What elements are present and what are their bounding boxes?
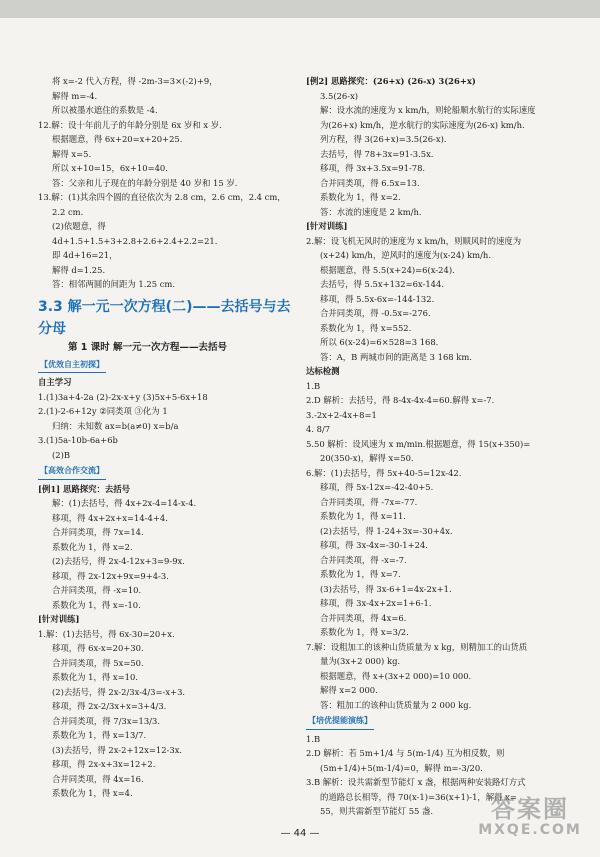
text-line: 自主学习 [38,377,72,387]
section-header: 【培优提能演练】 [306,714,374,730]
text-line: 答：粗加工的该种山货质量为 2 000 kg. [320,699,472,710]
text-line: 合并同类项，得 -x=-7. [320,554,407,565]
text-line: 所以 x+10=15，6x+10=40. [52,163,168,173]
text-line: 系数化为 1，得 x=552. [320,322,412,333]
text-line: 解：(1)去括号，得 4x+2x-4=14-x-4. [52,498,197,508]
text-line: 解：设水流的速度为 x km/h，则轮船顺水航行的实际速度 [320,105,536,115]
text-line: 2.2 cm. [52,206,84,217]
text-line: [针对训练] [306,221,348,231]
section-header: 【优效自主初探】 [38,358,106,374]
section-header-row [38,356,298,376]
text-line: 为(26+x) km/h，逆水航行的实际速度为(26-x) km/h. [320,119,525,130]
text-line: 2.D 解析：若 5m+1/4 与 5(m-1/4) 互为相反数，则 [306,748,505,758]
text-line: 6.解：(1)去括号，得 5x+40-5=12x-42. [306,467,462,478]
text-line: 移项，得 2x-x+3x=12+2. [52,759,156,769]
text-line: 2.解：设飞机无风时的速度为 x km/h，则顺风时的速度为 [306,235,522,246]
text-line: 3.5(26-x) [320,90,359,101]
section-header: 【高效合作交流】 [38,464,106,480]
section-header-row [38,462,298,482]
text-line: 3.-2x+2-4x+8=1 [306,409,377,420]
text-line: 合并同类项，得 4x=16. [52,773,144,784]
text-line: 去括号，得 78+3x=91-3.5x. [320,148,434,159]
text-line: 系数化为 1，得 x=10. [52,672,138,682]
text-line: 合并同类项，得 6.5x=13. [320,177,420,188]
text-line: 将 x=-2 代入方程，得 -2m-3=3×(-2)+9， [52,76,218,86]
text-line: 列方程，得 3(26+x)=3.5(26-x). [320,134,447,144]
watermark-logo [470,796,590,846]
text-line: 合并同类项，得 4x=6. [320,612,407,623]
text-line: 系数化为 1，得 x=2. [320,192,401,202]
text-line: 根据题意，得 5.5(x+24)=6(x-24). [320,264,455,275]
text-line: 系数化为 1，得 x=11. [320,511,406,521]
text-line: 7.解：设粗加工的该种山货质量为 x kg，则精加工的山货质 [306,641,528,652]
text-line: 解得 m=-4. [52,90,98,101]
scan-top-edge [0,0,600,18]
text-line: 55，则共需新型节能灯 55 盏. [320,806,434,816]
text-line: 移项，得 6x-x=20+30. [52,643,144,653]
text-line: 3.(1)5a-10b-6a+6b [38,435,118,445]
text-line: (x+24) km/h，逆风时的速度为(x-24) km/h. [320,250,491,260]
text-line: 移项，得 2x-12x+9x=9+4-3. [52,570,169,581]
text-line: 答：相邻两圆的间距为 1.25 cm. [52,279,176,289]
text-line: 合并同类项，得 7/3x=13/3. [52,715,160,726]
text-line: (2)依题意，得 [52,221,106,231]
text-line: 13.解：(1)其余四个圆的直径依次为 2.8 cm，2.6 cm，2.4 cm， [38,192,286,202]
text-line: 2.D 解析：去括号，得 8-4x-4x-4=60.解得 x=-7. [306,395,495,405]
text-line: 所以被墨水遮住的系数是 -4. [52,105,158,115]
text-line: 12.解：设十年前儿子的年龄分别是 6x 岁和 x 岁. [38,119,222,130]
text-line: 2.(1)-2-6+12y ②同类项 ③化为 1 [38,406,168,416]
text-line: 合并同类项，得 7x=14. [52,527,144,537]
text-line: 移项，得 3x-4x+2x=1+6-1. [320,598,432,608]
text-line: 系数化为 1，得 x=7. [320,569,401,579]
text-line: 的道路总长相等，得 70(x-1)=36(x+1)-1，解得 x= [320,791,517,802]
watermark-en: MXQE.COM [478,822,582,838]
text-line: 移项，得 5x-12x=-42-40+5. [320,482,434,492]
text-line: 答：A，B 两城市间的距离是 3 168 km. [320,351,472,362]
lesson-title: 第 1 课时 解一元一次方程——去括号 [68,341,228,353]
text-line: 系数化为 1，得 x=3/2. [320,627,409,637]
text-line: 答：水流的速度是 2 km/h. [320,206,422,217]
page-number: — 44 — [280,828,320,839]
text-line: (2)去括号，得 2x-4-12x+3=9-9x. [52,556,185,566]
text-line: 解得 x=5. [52,148,92,159]
text-line: 移项，得 4x+2x+x=14-4+4. [52,512,168,523]
text-line: 合并同类项，得 -0.5x=-276. [320,308,431,318]
text-line: 解得 d=1.25. [52,264,106,275]
text-line: 5.50 解析：设风速为 x m/min.根据题意，得 15(x+350)= [306,438,531,449]
text-line: 20(350-x)，解得 x=50. [320,453,414,463]
right-column [306,74,584,819]
text-line: 1.解：(1)去括号，得 6x-30=20+x. [38,628,175,639]
text-line: 4. 8/7 [306,424,331,434]
text-line: [例2] 思路探究：(26+x) (26-x) 3(26+x) [306,76,476,86]
text-line: (2)去括号，得 1-24+3x=-30+4x. [320,525,453,536]
text-line: 答：父亲和儿子现在的年龄分别是 40 岁和 15 岁. [52,177,238,188]
text-line: 合并同类项，得 5x=50. [52,657,144,668]
text-line: 归纳：未知数 ax=b(a≠0) x=b/a [52,420,179,431]
text-line: 合并同类项，得 -7x=-77. [320,496,418,507]
text-line: 3.B 解析：设共需新型节能灯 x 盏，根据两种安装路灯方式 [306,777,526,787]
text-line: 1.B [306,380,321,391]
text-line: [例1] 思路探究：去括号 [38,483,131,494]
text-line: 系数化为 1，得 x=13/7. [52,730,147,740]
text-line: 达标检测 [306,366,340,376]
left-column [38,74,298,801]
text-line: (2)去括号，得 2x-2/3x-4/3=-x+3. [52,686,186,697]
text-line: 系数化为 1，得 x=-10. [52,599,141,610]
text-line: [针对训练] [38,614,80,624]
text-line: 量为(3x+2 000) kg. [320,656,401,666]
section-header-row [306,712,584,732]
text-line: 移项，得 2x-2/3x+x=3+4/3. [52,701,167,711]
text-line: (3)去括号，得 2x-2+12x=12-3x. [52,744,183,755]
text-line: 即 4d+16=21， [52,250,118,260]
text-line: (2)B [52,449,71,460]
text-line: 1.B [306,733,321,744]
text-line: 根据题意，得 x+(3x+2 000)=10 000. [320,670,472,681]
text-line: 根据题意，得 6x+20=x+20+25. [52,134,183,144]
section-title: 3.3 解一元一次方程(二)——去括号与去分母 [38,298,291,337]
watermark-cn: 答案圈 [491,795,569,823]
text-line: 4d+1.5+1.5+3+2.8+2.6+2.4+2.2=21. [52,235,218,246]
text-line: (3)去括号，得 3x-6+1=4x-2x+1. [320,583,452,594]
text-line: 1.(1)3a+4-2a (2)-2x-x+y (3)5x+5-6x+18 [38,391,208,402]
text-line: 移项，得 3x-4x=-30-1+24. [320,540,428,550]
text-line: 系数化为 1，得 x=4. [52,788,133,798]
text-line: 移项，得 5.5x-6x=-144-132. [320,293,435,304]
text-line: (5m+1/4)+5(m-1/4)=0，解得 m=-3/20. [320,762,483,773]
text-line: 解得 x=2 000. [320,685,378,695]
text-line: 系数化为 1，得 x=2. [52,541,133,552]
text-line: 去括号，得 5.5x+132=6x-144. [320,279,444,289]
text-line: 移项，得 3x+3.5x=91-78. [320,163,426,173]
text-line: 合并同类项，得 -x=10. [52,585,142,595]
text-line: 所以 6(x-24)=6×528=3 168. [320,337,439,347]
